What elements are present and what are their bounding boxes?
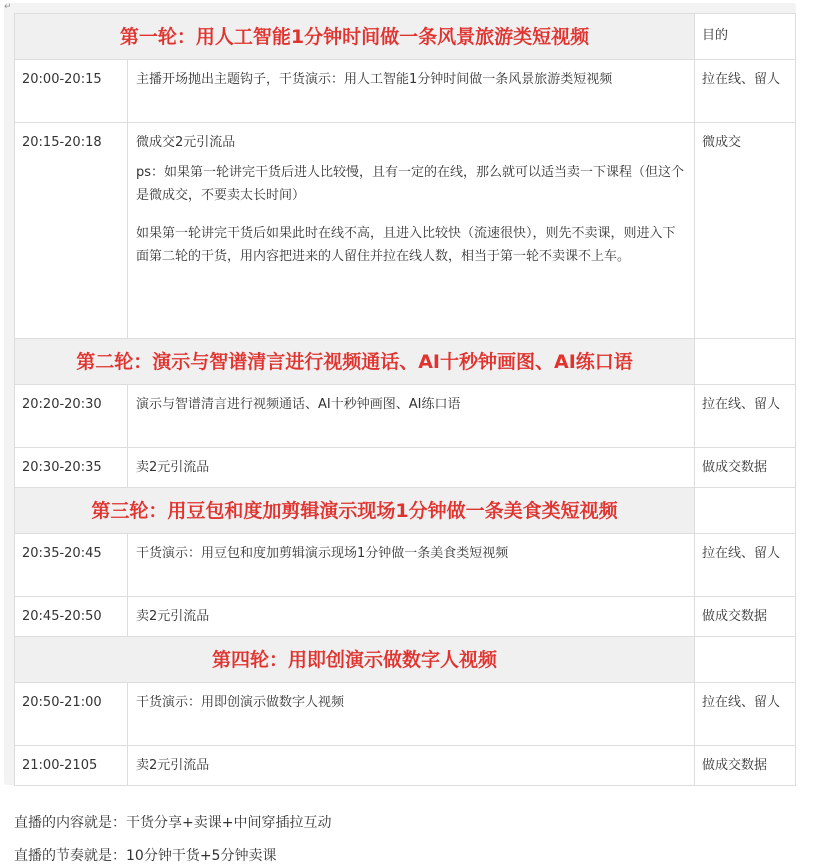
live-schedule-table (14, 13, 796, 786)
table-row (15, 60, 796, 123)
purpose-column-header (695, 637, 796, 683)
table-row (15, 746, 796, 786)
purpose-cell: 做成交数据 (695, 597, 796, 637)
purpose-cell: 拉在线、留人 (695, 60, 796, 123)
content-cell (128, 597, 695, 637)
round-title: 第三轮：用豆包和度加剪辑演示现场1分钟做一条美食类短视频 (15, 488, 695, 534)
round-header-row (15, 488, 796, 534)
purpose-column-header (695, 488, 796, 534)
purpose-cell: 拉在线、留人 (695, 385, 796, 448)
summary-content-line: 直播的内容就是：干货分享+卖课+中间穿插拉互动 (14, 815, 332, 831)
time-cell: 20:30-20:35 (15, 448, 128, 488)
content-note: 如果第一轮讲完干货后如果此时在线不高，且进入比较快（流速很快），则先不卖课，则进入下面第二轮的干货，用内容把进来的人留住并拉在线人数，相当于第一轮不卖课不上车。 (136, 226, 676, 264)
time-cell: 20:50-21:00 (15, 683, 128, 746)
content-text: 干货演示：用即创演示做数字人视频 (136, 695, 345, 710)
table-row (15, 385, 796, 448)
time-cell: 20:35-20:45 (15, 534, 128, 597)
round-title: 第二轮：演示与智谱清言进行视频通话、AI十秒钟画图、AI练口语 (15, 339, 695, 385)
purpose-cell: 拉在线、留人 (695, 534, 796, 597)
table-row (15, 534, 796, 597)
round-header-row (15, 637, 796, 683)
content-cell (128, 60, 695, 123)
content-text: 卖2元引流品 (136, 609, 210, 624)
content-cell (128, 448, 695, 488)
round-title: 第四轮：用即创演示做数字人视频 (15, 637, 695, 683)
table-row (15, 597, 796, 637)
purpose-cell: 微成交 (695, 123, 796, 339)
purpose-cell: 做成交数据 (695, 746, 796, 786)
purpose-column-header: 目的 (695, 14, 796, 60)
content-text: 干货演示：用豆包和度加剪辑演示现场1分钟做一条美食类短视频 (136, 546, 509, 561)
time-cell: 20:45-20:50 (15, 597, 128, 637)
content-note: ps：如果第一轮讲完干货后进人比较慢，且有一定的在线，那么就可以适当卖一下课程（但这个是微成交，不要卖太长时间） (136, 165, 685, 203)
content-text: 卖2元引流品 (136, 758, 210, 773)
time-cell: 20:20-20:30 (15, 385, 128, 448)
purpose-cell: 拉在线、留人 (695, 683, 796, 746)
return-arrow-icon: ↵ (4, 2, 12, 12)
time-cell: 20:15-20:18 (15, 123, 128, 339)
content-text: 卖2元引流品 (136, 460, 210, 475)
purpose-cell: 做成交数据 (695, 448, 796, 488)
content-cell (128, 746, 695, 786)
content-text: 演示与智谱清言进行视频通话、AI十秒钟画图、AI练口语 (136, 397, 461, 412)
content-text: 微成交2元引流品 (136, 135, 236, 150)
round-header-row (15, 14, 796, 60)
content-cell (128, 385, 695, 448)
summary-rhythm-line: 直播的节奏就是：10分钟干货+5分钟卖课 (14, 848, 277, 864)
time-cell: 20:00-20:15 (15, 60, 128, 123)
content-text: 主播开场抛出主题钩子，干货演示：用人工智能1分钟时间做一条风景旅游类短视频 (136, 72, 613, 87)
table-row (15, 683, 796, 746)
content-cell (128, 123, 695, 339)
table-row (15, 123, 796, 339)
table-row (15, 448, 796, 488)
purpose-column-header (695, 339, 796, 385)
round-title: 第一轮：用人工智能1分钟时间做一条风景旅游类短视频 (15, 14, 695, 60)
time-cell: 21:00-2105 (15, 746, 128, 786)
round-header-row (15, 339, 796, 385)
content-cell (128, 534, 695, 597)
content-cell (128, 683, 695, 746)
